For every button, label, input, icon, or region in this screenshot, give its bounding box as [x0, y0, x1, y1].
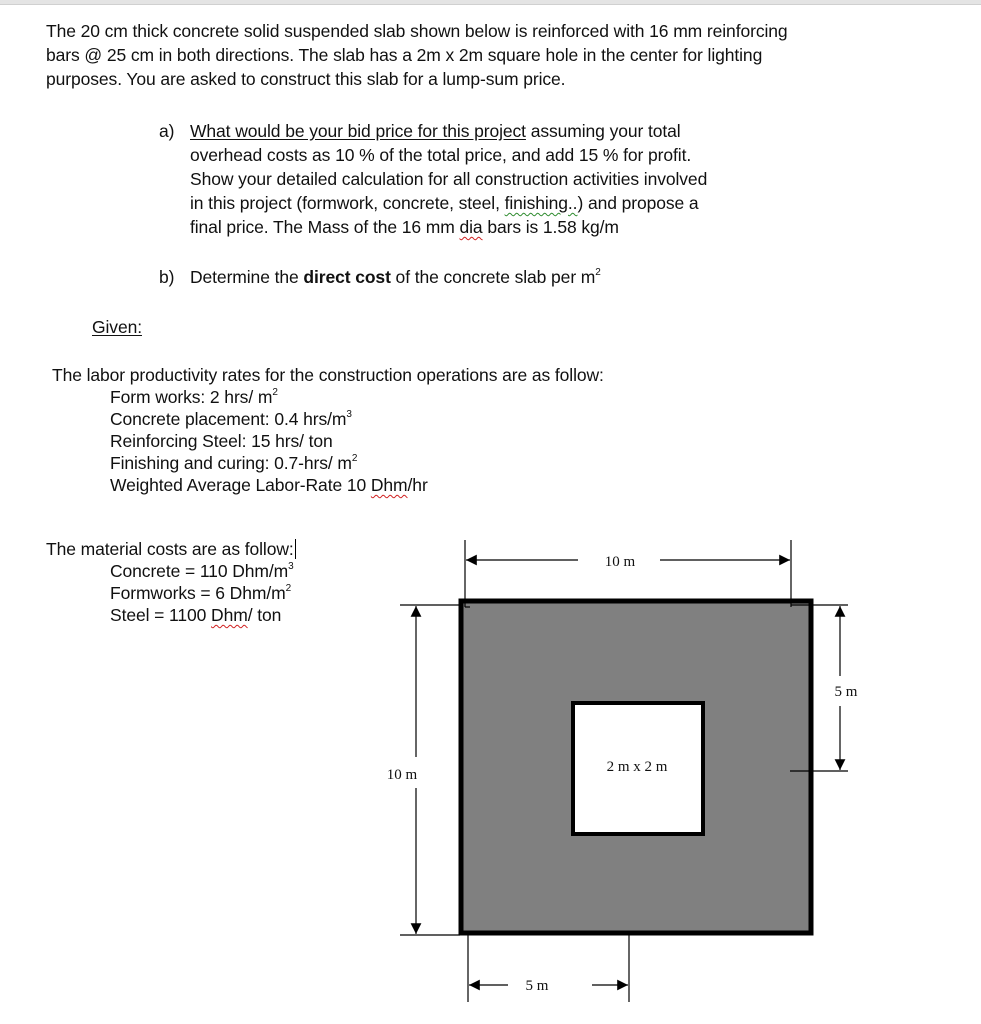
superscript: 3	[288, 561, 294, 573]
grammar-flag-word[interactable]: finishing..	[504, 193, 578, 213]
text-span: /hr	[407, 475, 428, 495]
text-span: bars is 1.58 kg/m	[482, 217, 619, 237]
question-a-marker: a)	[159, 121, 175, 141]
text-span: Weighted Average Labor-Rate 10	[110, 475, 371, 495]
superscript: 2	[595, 267, 601, 279]
spelling-flag-word[interactable]: Dhm	[370, 475, 408, 495]
question-a-line-2: overhead costs as 10 % of the total price, and add 15 % for profit.	[190, 145, 692, 165]
top-width-dimension	[465, 540, 791, 607]
superscript: 2	[272, 387, 278, 399]
text-span: final price. The Mass of the 16 mm	[190, 217, 460, 237]
text-span: of the concrete slab per m	[390, 267, 596, 287]
labor-intro: The labor productivity rates for the construction operations are as follow:	[52, 365, 604, 385]
intro-line-1: The 20 cm thick concrete solid suspended slab shown below is reinforced with 16 mm reinforcing	[46, 21, 788, 41]
text-span: Form works: 2 hrs/ m	[110, 387, 273, 407]
intro-line-2: bars @ 25 cm in both directions. The slab has a 2m x 2m square hole in the center for lighting	[46, 45, 763, 65]
text-span: in this project (formwork, concrete, steel,	[190, 193, 505, 213]
bottom-offset-label: 5 m	[525, 978, 549, 994]
right-offset-label: 5 m	[834, 684, 858, 700]
intro-line-3: purposes. You are asked to construct this slab for a lump-sum price.	[46, 69, 566, 89]
question-a-line-1-rest: assuming your total	[525, 121, 681, 141]
hole-size-label: 2 m x 2 m	[606, 759, 668, 775]
superscript: 2	[285, 583, 292, 595]
given-heading: Given:	[92, 317, 142, 337]
text-span: / ton	[247, 605, 282, 625]
spelling-flag-word[interactable]: Dhm	[211, 605, 248, 625]
question-b-marker: b)	[159, 267, 175, 287]
emphasis-direct-cost: direct cost	[303, 267, 391, 287]
text-span: Determine the	[190, 267, 304, 287]
text-span: Finishing and curing: 0.7-hrs/ m	[110, 453, 352, 473]
question-a-line-3: Show your detailed calculation for all construction activities involved	[190, 169, 708, 189]
text-span: The material costs are as follow:	[46, 539, 294, 559]
left-height-label: 10 m	[386, 767, 418, 783]
bottom-offset-dimension	[468, 935, 629, 1002]
text-span: Steel = 1100	[110, 605, 212, 625]
superscript: 3	[346, 409, 352, 421]
spelling-flag-word[interactable]: dia	[459, 217, 483, 237]
question-a-underlined: What would be your bid price for this project	[190, 121, 526, 141]
text-span: Formworks = 6 Dhm/m	[110, 583, 286, 603]
text-span: Reinforcing Steel: 15 hrs/ ton	[110, 431, 333, 451]
text-span: Concrete placement: 0.4 hrs/m	[110, 409, 347, 429]
text-span: Concrete = 110 Dhm/m	[110, 561, 289, 581]
superscript: 2	[351, 453, 358, 465]
top-width-label: 10 m	[604, 554, 636, 570]
text-span: ) and propose a	[577, 193, 699, 213]
